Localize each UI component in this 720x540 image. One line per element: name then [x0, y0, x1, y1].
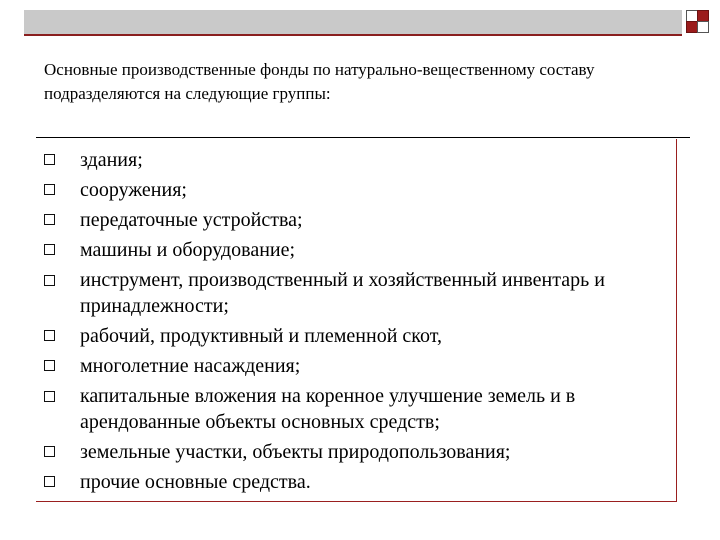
list-item-label: сооружения;	[80, 179, 187, 201]
square-bullet-icon	[44, 360, 55, 371]
list-item	[42, 437, 682, 467]
content-box	[36, 139, 677, 502]
list-item	[42, 145, 682, 175]
list-item-label: рабочий, продуктивный и племенной скот,	[80, 325, 442, 347]
list-item-label: капитальные вложения на коренное улучшение земель и в арендованные объекты основных средств;	[80, 385, 576, 433]
bullet-list	[42, 145, 682, 497]
list-item	[42, 467, 682, 497]
square-bullet-icon	[44, 214, 55, 225]
square-bullet-icon	[44, 391, 55, 402]
list-item-label: машины и оборудование;	[80, 239, 296, 261]
list-item	[42, 235, 682, 265]
list-item-label: прочие основные средства.	[80, 471, 311, 493]
list-item-label: земельные участки, объекты природопользования;	[80, 441, 511, 463]
list-item	[42, 265, 682, 321]
slide-header-bar	[24, 10, 682, 36]
list-item	[42, 381, 682, 437]
list-item	[42, 205, 682, 235]
square-bullet-icon	[44, 275, 55, 286]
square-bullet-icon	[44, 476, 55, 487]
list-item	[42, 351, 682, 381]
list-item-label: передаточные устройства;	[80, 209, 303, 231]
square-bullet-icon	[44, 330, 55, 341]
list-item	[42, 175, 682, 205]
list-item-label: многолетние насаждения;	[80, 355, 301, 377]
square-bullet-icon	[44, 184, 55, 195]
list-item-label: инструмент, производственный и хозяйственный инвентарь и принадлежности;	[80, 269, 605, 317]
list-item	[42, 321, 682, 351]
list-item-label: здания;	[80, 149, 143, 171]
divider	[36, 137, 690, 138]
square-bullet-icon	[44, 154, 55, 165]
deco-square-icon	[697, 21, 709, 33]
slide-heading: Основные производственные фонды по натурально-вещественному составу подразделяются на следующие группы:	[44, 60, 595, 103]
square-bullet-icon	[44, 244, 55, 255]
square-bullet-icon	[44, 446, 55, 457]
